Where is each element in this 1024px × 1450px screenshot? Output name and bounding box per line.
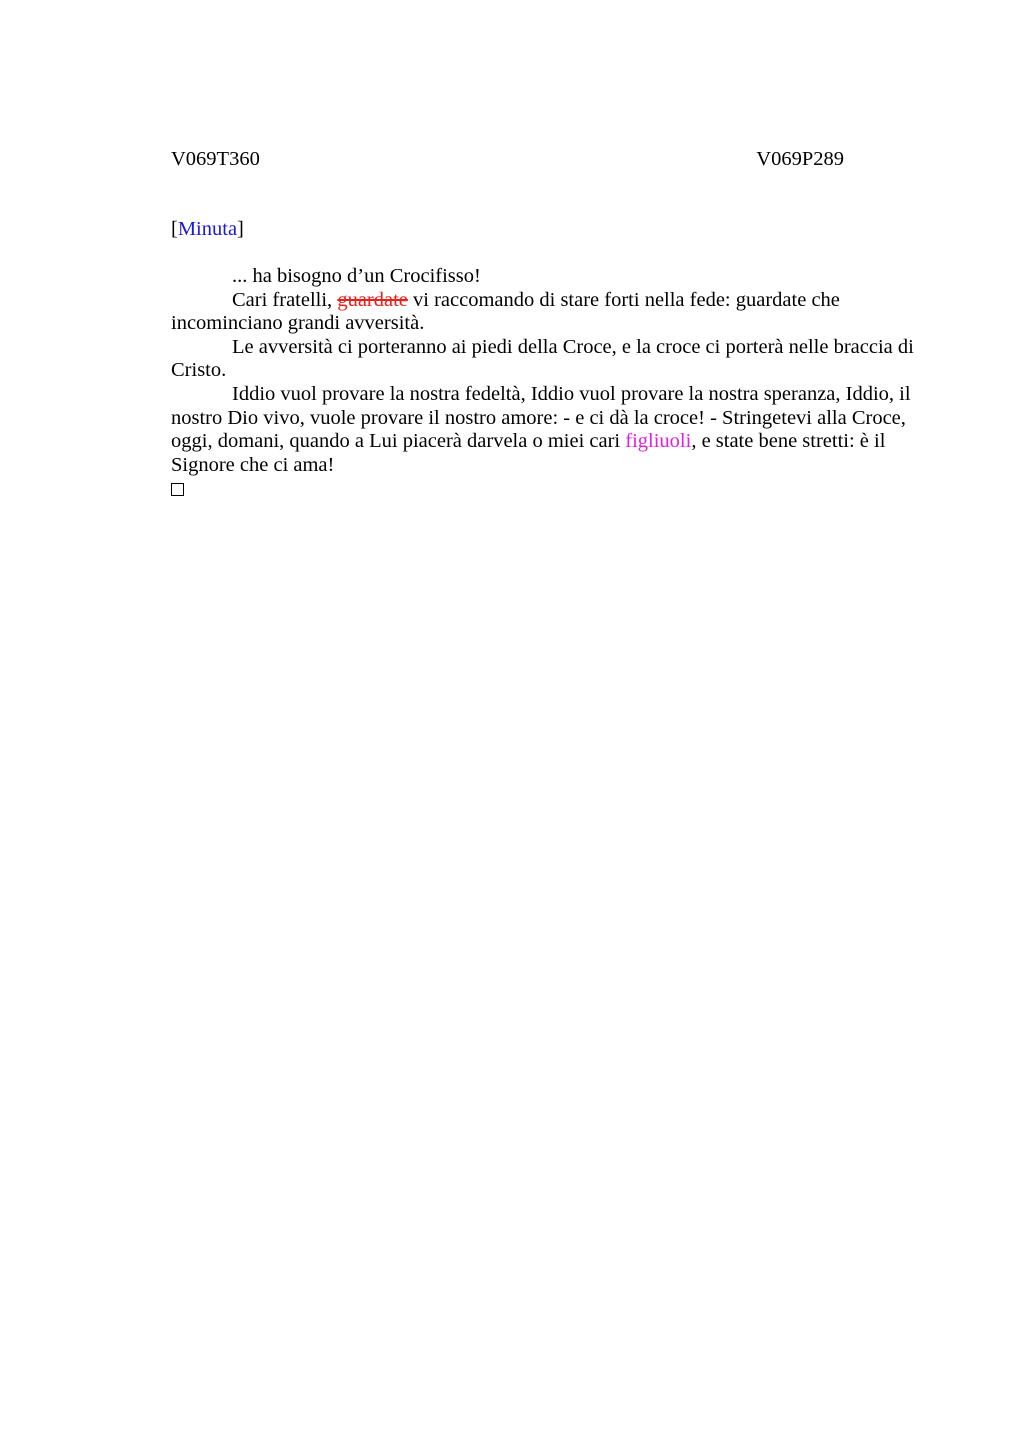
highlighted-word: figliuoli <box>625 430 692 453</box>
paragraph-4-end: , e state bene stretti: è il Signore che ci ama! <box>171 430 886 476</box>
end-marker-box-icon <box>171 477 921 503</box>
document-body <box>171 265 921 503</box>
document-type-text: Minuta <box>177 218 238 240</box>
document-code-left: V069T360 <box>171 148 260 170</box>
document-type-label <box>171 216 244 242</box>
paragraph-4 <box>171 383 921 477</box>
document-code-right: V069P289 <box>756 148 844 170</box>
open-bracket: [ <box>171 218 178 240</box>
paragraph-2-start: Cari fratelli, <box>232 288 338 311</box>
paragraph-2-end: vi raccomando di stare forti nella fede: guardate che incominciano grandi avversità. <box>171 288 840 335</box>
paragraph-1: ... ha bisogno d’un Crocifisso! <box>232 265 481 287</box>
paragraph-4-start: Iddio vuol provare la nostra fedeltà, Iddio vuol provare la nostra speranza, Iddio, il nostro Dio vivo, vuole provare il nostro amore: - e ci dà la croce! - Stringetevi alla Croce, oggi, domani, quando a Lui piacerà darvela o miei cari <box>171 382 911 453</box>
paragraph-2 <box>171 289 921 336</box>
paragraph-3: Le avversità ci porteranno ai piedi della Croce, e la croce ci porterà nelle braccia di Cristo. <box>171 335 914 382</box>
page-header <box>171 146 844 172</box>
close-bracket: ] <box>237 218 244 240</box>
struck-word: guardate <box>337 288 408 311</box>
